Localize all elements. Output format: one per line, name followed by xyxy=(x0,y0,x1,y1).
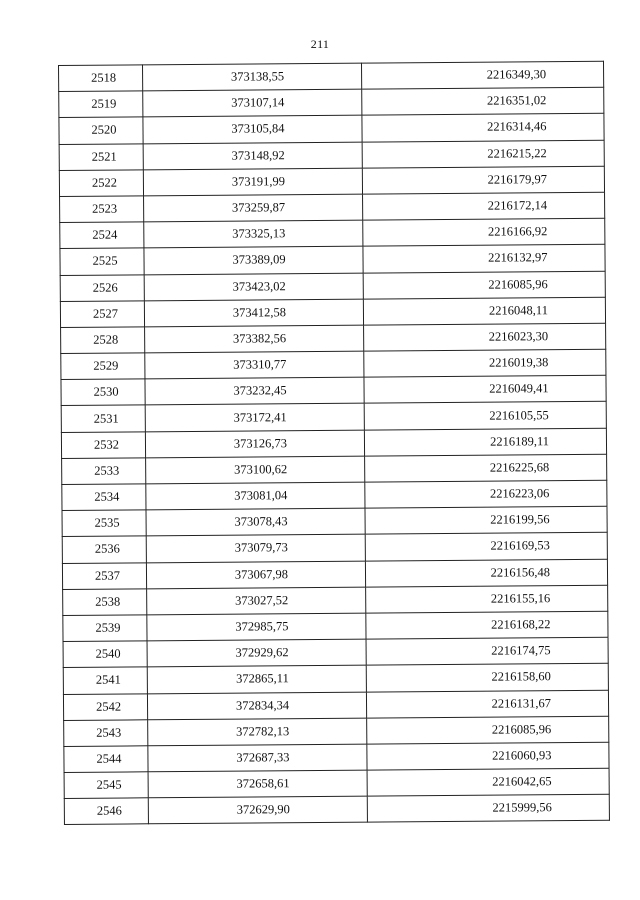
x-coordinate: 373232,45 xyxy=(145,377,364,405)
table-row xyxy=(61,349,606,379)
x-coordinate: 373138,55 xyxy=(143,63,362,91)
point-number: 2536 xyxy=(62,536,146,563)
point-number: 2523 xyxy=(60,196,144,223)
y-coordinate: 2216158,60 xyxy=(366,664,608,692)
y-coordinate: 2216085,96 xyxy=(367,716,609,744)
y-coordinate: 2216048,11 xyxy=(363,297,605,325)
y-coordinate: 2216215,22 xyxy=(362,140,604,168)
coordinates-table xyxy=(58,61,610,826)
y-coordinate: 2216023,30 xyxy=(364,323,606,351)
table-row xyxy=(59,87,604,117)
x-coordinate: 372629,90 xyxy=(148,796,367,824)
x-coordinate: 373027,52 xyxy=(147,587,366,615)
point-number: 2546 xyxy=(64,798,148,825)
y-coordinate: 2216349,30 xyxy=(361,61,603,89)
point-number: 2541 xyxy=(63,667,147,694)
table-row xyxy=(59,140,604,170)
table-row xyxy=(61,402,606,432)
table-row xyxy=(60,297,605,327)
point-number: 2537 xyxy=(62,562,146,589)
table-row xyxy=(64,742,609,772)
x-coordinate: 373100,62 xyxy=(146,456,365,484)
point-number: 2534 xyxy=(62,484,146,511)
x-coordinate: 373423,02 xyxy=(144,273,363,301)
y-coordinate: 2216049,41 xyxy=(364,375,606,403)
x-coordinate: 372658,61 xyxy=(148,770,367,798)
x-coordinate: 373079,73 xyxy=(146,534,365,562)
point-number: 2526 xyxy=(60,274,144,301)
point-number: 2525 xyxy=(60,248,144,275)
table-row xyxy=(63,585,608,615)
table-row xyxy=(62,480,607,510)
table-row xyxy=(62,454,607,484)
x-coordinate: 373412,58 xyxy=(144,299,363,327)
y-coordinate: 2216168,22 xyxy=(366,611,608,639)
y-coordinate: 2216166,92 xyxy=(363,218,605,246)
y-coordinate: 2216174,75 xyxy=(366,637,608,665)
table-row xyxy=(60,271,605,301)
y-coordinate: 2216223,06 xyxy=(365,480,607,508)
table-row xyxy=(60,245,605,275)
y-coordinate: 2216019,38 xyxy=(364,349,606,377)
y-coordinate: 2216351,02 xyxy=(362,87,604,115)
x-coordinate: 373191,99 xyxy=(143,168,362,196)
x-coordinate: 373172,41 xyxy=(145,404,364,432)
table-row xyxy=(62,506,607,536)
table-row xyxy=(59,61,604,91)
point-number: 2538 xyxy=(63,589,147,616)
y-coordinate: 2216042,65 xyxy=(367,768,609,796)
x-coordinate: 373078,43 xyxy=(146,508,365,536)
table-row xyxy=(60,218,605,248)
y-coordinate: 2216189,11 xyxy=(364,428,606,456)
y-coordinate: 2216179,97 xyxy=(362,166,604,194)
y-coordinate: 2216225,68 xyxy=(365,454,607,482)
x-coordinate: 373107,14 xyxy=(143,89,362,117)
point-number: 2544 xyxy=(64,746,148,773)
y-coordinate: 2216314,46 xyxy=(362,114,604,142)
point-number: 2521 xyxy=(59,143,143,170)
table-row xyxy=(64,716,609,746)
y-coordinate: 2216156,48 xyxy=(365,559,607,587)
x-coordinate: 372687,33 xyxy=(148,744,367,772)
x-coordinate: 372929,62 xyxy=(147,639,366,667)
point-number: 2527 xyxy=(60,301,144,328)
point-number: 2539 xyxy=(63,615,147,642)
table-row xyxy=(61,375,606,405)
x-coordinate: 373081,04 xyxy=(146,482,365,510)
x-coordinate: 372985,75 xyxy=(147,613,366,641)
point-number: 2524 xyxy=(60,222,144,249)
x-coordinate: 372865,11 xyxy=(147,665,366,693)
point-number: 2518 xyxy=(59,65,143,92)
x-coordinate: 372782,13 xyxy=(148,718,367,746)
table-row xyxy=(63,637,608,667)
y-coordinate: 2216199,56 xyxy=(365,506,607,534)
x-coordinate: 373382,56 xyxy=(145,325,364,353)
y-coordinate: 2216172,14 xyxy=(363,192,605,220)
y-coordinate: 2216131,67 xyxy=(366,690,608,718)
y-coordinate: 2216169,53 xyxy=(365,533,607,561)
table-row xyxy=(63,690,608,720)
point-number: 2520 xyxy=(59,117,143,144)
x-coordinate: 373389,09 xyxy=(144,246,363,274)
point-number: 2543 xyxy=(64,720,148,747)
x-coordinate: 373148,92 xyxy=(143,142,362,170)
table-row xyxy=(59,114,604,144)
y-coordinate: 2216155,16 xyxy=(366,585,608,613)
x-coordinate: 372834,34 xyxy=(147,692,366,720)
table-row xyxy=(64,794,609,824)
x-coordinate: 373259,87 xyxy=(144,194,363,222)
table-row xyxy=(63,664,608,694)
point-number: 2532 xyxy=(61,431,145,458)
table-row xyxy=(62,533,607,563)
x-coordinate: 373126,73 xyxy=(145,430,364,458)
y-coordinate: 2216132,97 xyxy=(363,245,605,273)
y-coordinate: 2216060,93 xyxy=(367,742,609,770)
point-number: 2533 xyxy=(62,458,146,485)
table-row xyxy=(60,192,605,222)
point-number: 2528 xyxy=(61,327,145,354)
y-coordinate: 2216105,55 xyxy=(364,402,606,430)
point-number: 2530 xyxy=(61,379,145,406)
table-row xyxy=(63,611,608,641)
table-row xyxy=(62,559,607,589)
point-number: 2531 xyxy=(61,405,145,432)
point-number: 2529 xyxy=(61,353,145,380)
y-coordinate: 2215999,56 xyxy=(367,794,609,822)
point-number: 2542 xyxy=(63,693,147,720)
page-number: 211 xyxy=(310,37,330,51)
table-row xyxy=(64,768,609,798)
point-number: 2522 xyxy=(59,170,143,197)
point-number: 2545 xyxy=(64,772,148,799)
coordinates-table-body xyxy=(59,61,610,825)
x-coordinate: 373310,77 xyxy=(145,351,364,379)
x-coordinate: 373067,98 xyxy=(146,561,365,589)
x-coordinate: 373325,13 xyxy=(144,220,363,248)
point-number: 2535 xyxy=(62,510,146,537)
y-coordinate: 2216085,96 xyxy=(363,271,605,299)
x-coordinate: 373105,84 xyxy=(143,115,362,143)
point-number: 2540 xyxy=(63,641,147,668)
table-row xyxy=(61,323,606,353)
point-number: 2519 xyxy=(59,91,143,118)
table-row xyxy=(59,166,604,196)
table-row xyxy=(61,428,606,458)
